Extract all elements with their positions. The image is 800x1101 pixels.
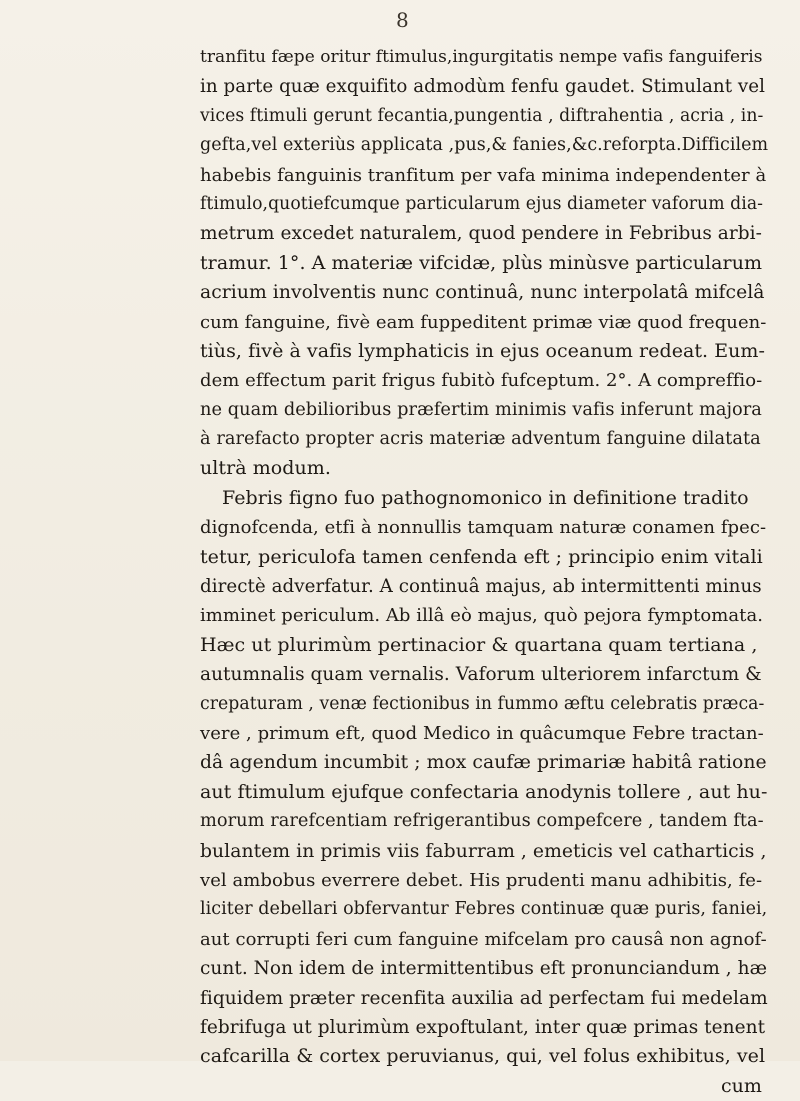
text-line: directè adverfatur. A continuâ majus, ab intermittenti minus [200,576,762,598]
text-line: ftimulo,quotiefcumque particularum ejus diameter vaforum dia- [200,193,764,214]
text-line: cum fanguine, fivè eam fuppeditent primæ viæ quod frequen- [200,311,767,333]
text-line: ultrà modum. [200,457,331,480]
text-line: cafcarilla & cortex peruvianus, qui, vel folus exhibitus, vel [200,1045,766,1068]
text-line: aut corrupti feri cum fanguine mifcelam pro causâ non agnof- [200,928,767,950]
text-line: tiùs, fivè à vafis lymphaticis in ejus oceanum redeat. Eum- [200,339,765,362]
text-line: acrium involventis nunc continuâ, nunc interpolatâ mifcelâ [200,282,765,304]
text-line: tranfitu fæpe oritur ftimulus,ingurgitatis nempe vafis fanguiferis [200,47,763,67]
text-line: fiquidem præter recenfita auxilia ad perfectam fui medelam [200,987,768,1009]
text-line: vere , primum eft, quod Medico in quâcumque Febre tractan- [200,722,764,744]
text-line: Hæc ut plurimùm pertinacior & quartana quam tertiana , [200,633,758,656]
text-line: gefta,vel exteriùs applicata ,pus,& fanies,&c.reforpta.Difficilem [200,135,769,156]
text-line: cunt. Non idem de intermittentibus eft pronunciandum , hæ [200,958,768,980]
text-line: tetur, periculofa tamen cenfenda eft ; principio enim vitali [200,545,763,568]
paragraph-2 [200,484,768,1072]
catchword: cum [720,1074,762,1097]
text-line: febrifuga ut plurimùm expoftulant, inter quæ primas tenent [200,1016,766,1038]
text-line: metrum excedet naturalem, quod pendere in Febribus arbi- [200,223,762,245]
text-line: liciter debellari obfervantur Febres continuæ quæ puris, faniei, [200,899,768,920]
text-line: imminet periculum. Ab illâ eò majus, quò pejora fymptomata. [200,605,764,627]
text-line: vices ftimuli gerunt fecantia,pungentia , diftrahentia , acria , in- [200,105,764,126]
text-line: ne quam debilioribus præfertim minimis vafis inferunt majora [200,399,762,420]
text-line: bulantem in primis viis faburram , emeticis vel catharticis , [200,840,767,862]
text-line: vel ambobus everrere debet. His prudenti manu adhibitis, fe- [200,869,763,891]
text-line: morum rarefcentiam refrigerantibus compefcere , tandem fta- [200,811,764,832]
text-line: crepaturam , venæ fectionibus in fummo æftu celebratis præca- [200,693,765,714]
paragraph-1 [200,43,768,484]
body-text [200,43,768,1101]
text-line: tramur. 1°. A materiæ vifcidæ, plùs minùsve particularum [200,251,763,274]
text-line: dâ agendum incumbit ; mox caufæ primariæ habitâ ratione [200,752,767,774]
text-line: aut ftimulum ejufque confectaria anodynis tollere , aut hu- [200,780,768,803]
text-line: dignofcenda, etfi à nonnullis tamquam naturæ conamen fpec- [200,517,767,539]
text-line: autumnalis quam vernalis. Vaforum ulteriorem infarctum & [200,664,762,686]
text-line: in parte quæ exquifito admodùm fenfu gaudet. Stimulant vel [200,76,766,98]
text-line: dem effectum parit frigus fubitò fufceptum. 2°. A compreffio- [200,370,763,392]
page-number: 8 [396,8,409,32]
text-line: à rarefacto propter acris materiæ adventum fanguine dilatata [200,429,761,450]
text-line: habebis fanguinis tranfitum per vafa minima independenter à [200,164,767,186]
text-line: Febris figno fuo pathognomonico in definitione tradito [222,486,749,509]
